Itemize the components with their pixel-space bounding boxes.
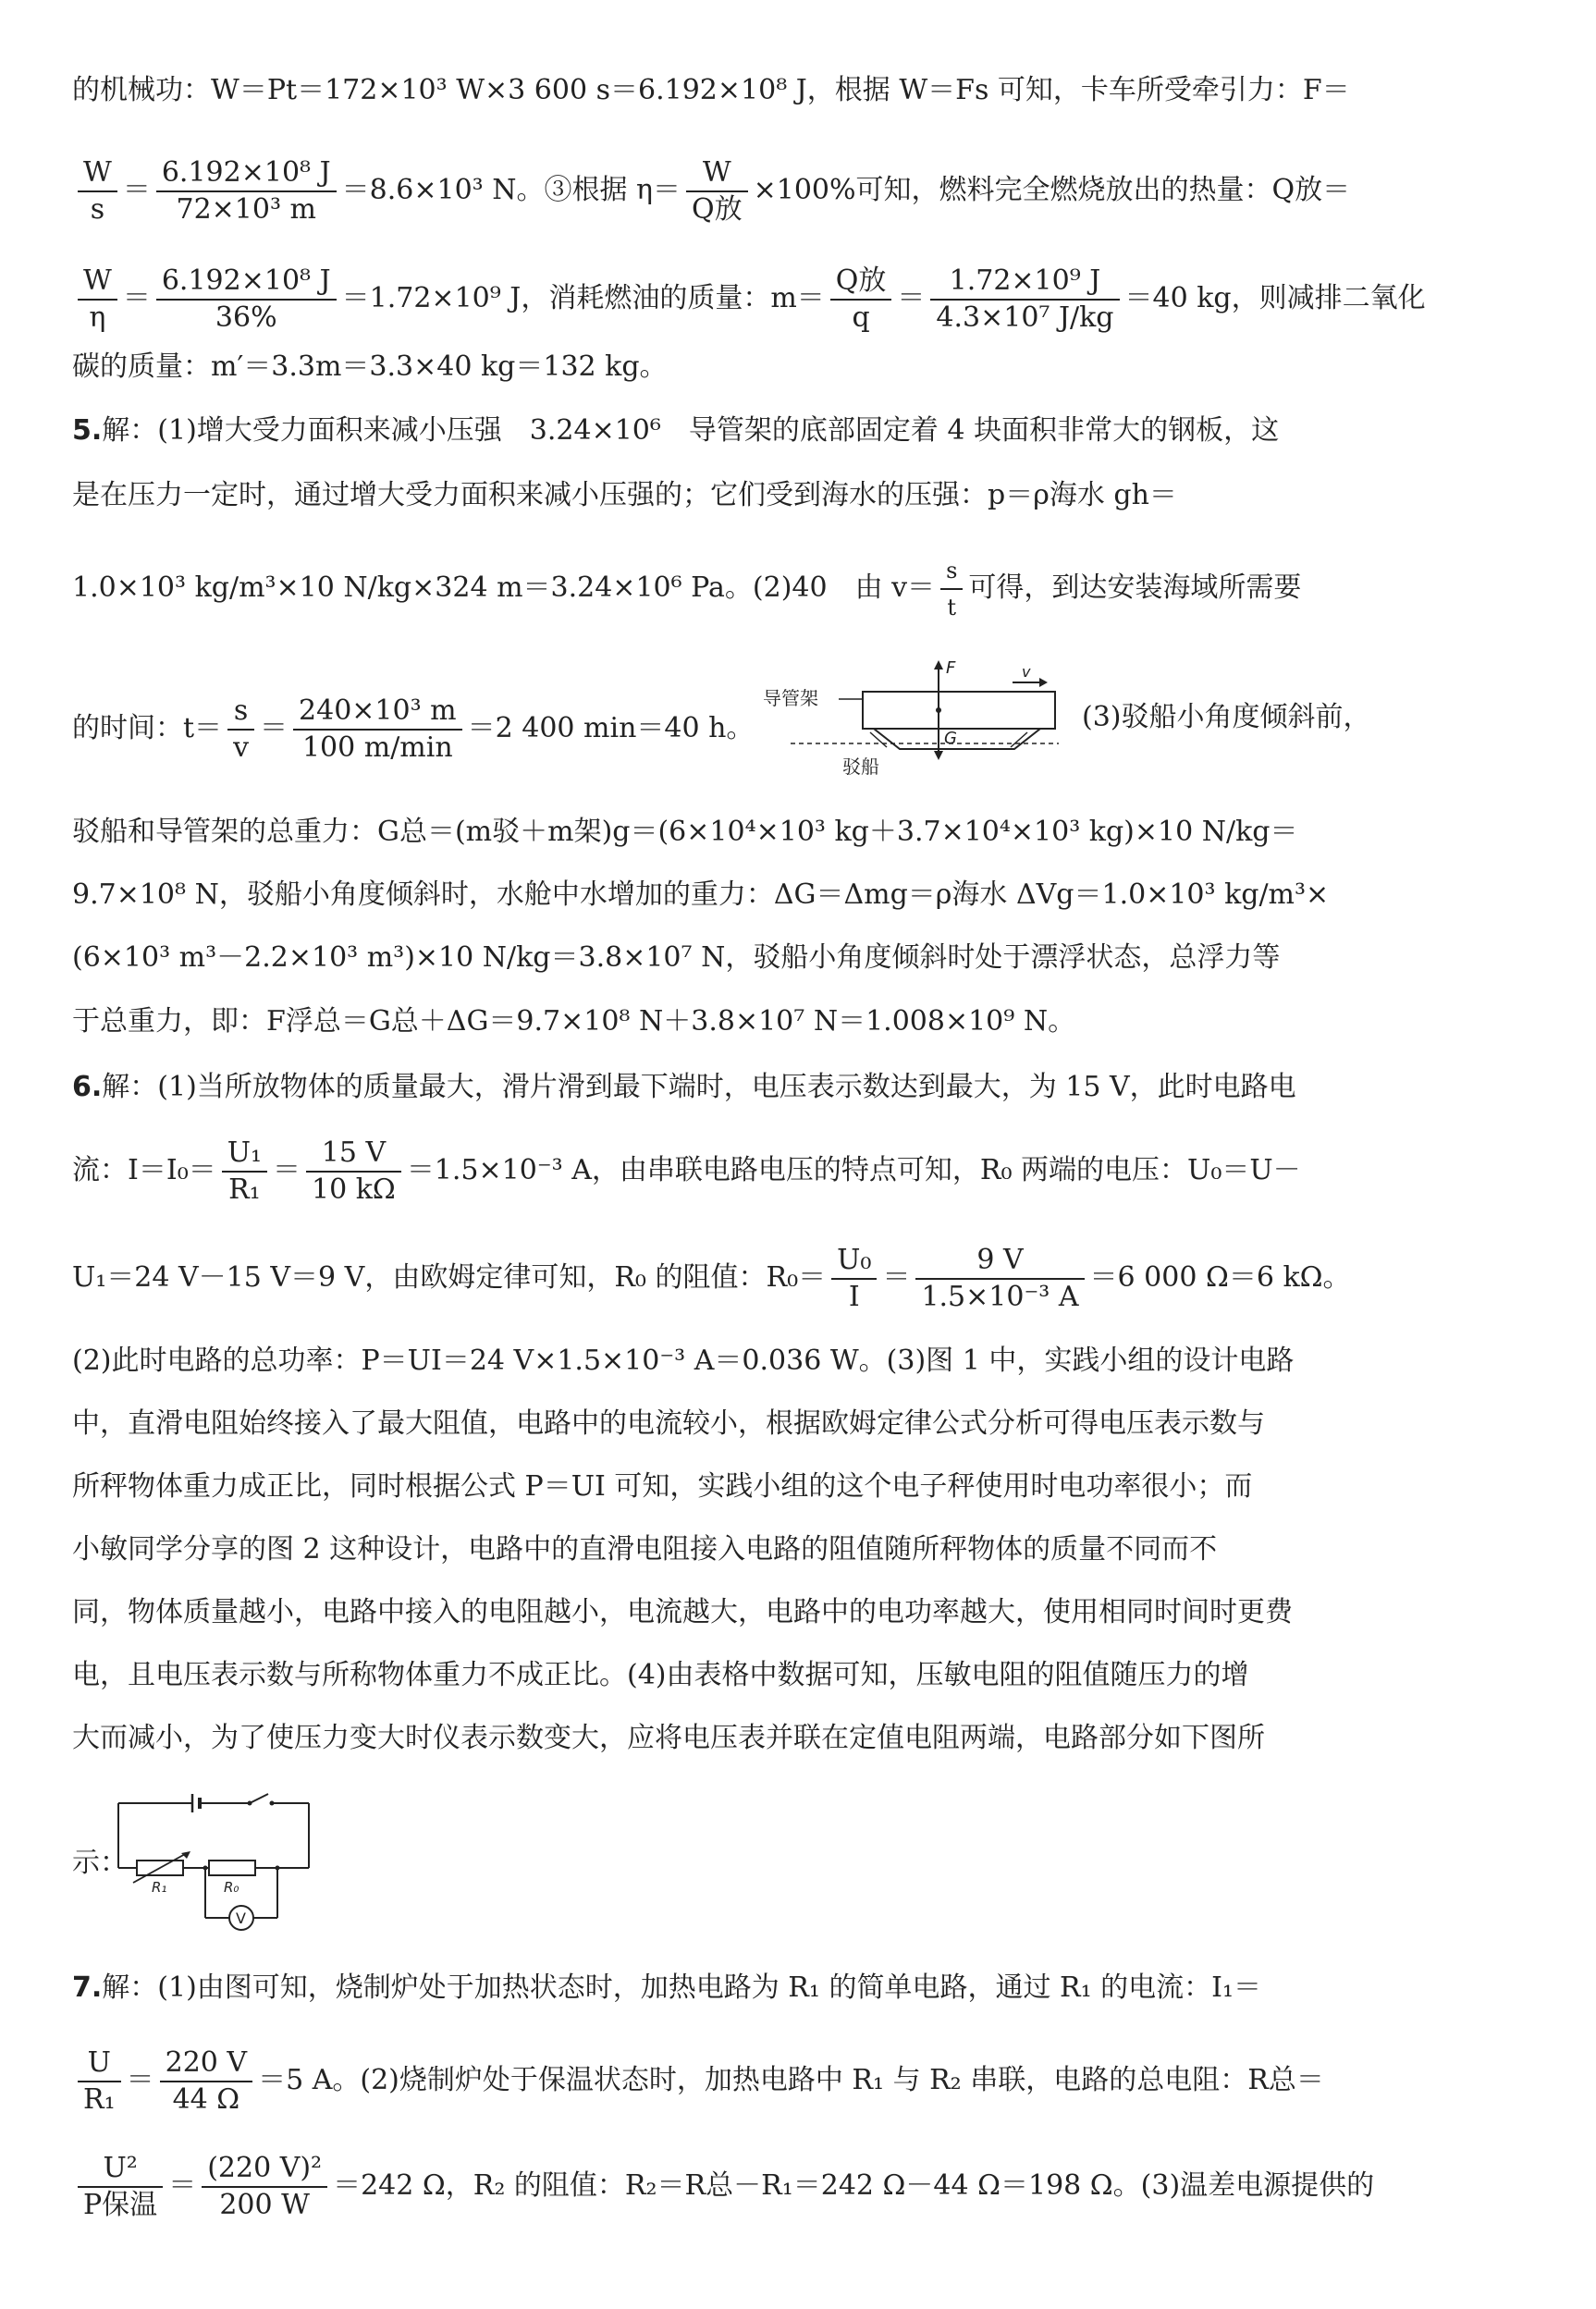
fraction: $\frac{\text{6.192×10⁸ J}}{36\%}$ [156, 264, 337, 336]
question-number: 5. [72, 414, 103, 447]
formula-line: $\frac{W}{s}$ ＝ $\frac{\text{6.192×10⁸ J}}{\text{72×10³ m}}$ ＝8.6×10³ N。③根据 η＝ $\frac{W}{\text{Q放}}$ ×100%可知，燃料完全燃烧放出的热量：Q放＝ [72, 155, 1422, 227]
text-line: 的机械功：W＝Pt＝172×10³ W×3 600 s＝6.192×10⁸ J，根据 W＝Fs 可知，卡车所受牵引力：F＝ [72, 74, 1350, 106]
question-7-line: 7.解：(1)由图可知，烧制炉处于加热状态时，加热电路为 R₁ 的简单电路，通过 R₁ 的电流：I₁＝ [72, 1971, 1262, 2004]
text-line: 电，且电压表示数与所称物体重力不成正比。(4)由表格中数据可知，压敏电阻的阻值随压力的增 [72, 1659, 1249, 1691]
text-line: 所秤物体重力成正比，同时根据公式 P＝UI 可知，实践小组的这个电子秤使用时电功率很小；而 [72, 1470, 1253, 1503]
question-5-line: 5.解：(1)增大受力面积来减小压强 3.24×10⁶ 导管架的底部固定着 4 块面积非常大的钢板，这 [72, 414, 1280, 447]
fraction: $\frac{U}{\text{R₁}}$ [78, 2045, 121, 2118]
fraction: $\frac{\text{1.72×10⁹ J}}{\text{4.3×10⁷ J/kg}}$ [930, 264, 1119, 336]
formula-line: 1.0×10³ kg/m³×10 N/kg×324 m＝3.24×10⁶ Pa。(2)40 由 v＝ $\frac{s}{t}$ 可得，到达安装海域所需要 [72, 553, 1422, 625]
fraction: $\frac{\text{U₁}}{\text{R₁}}$ [222, 1136, 267, 1208]
fraction: $\frac{s}{v}$ [227, 694, 254, 766]
barge-shape [874, 729, 1040, 749]
fraction: $\frac{W}{s}$ [78, 155, 117, 227]
question-number: 7. [72, 1971, 103, 2004]
jacket-shape [863, 692, 1055, 729]
fraction: $\frac{s}{t}$ [940, 553, 963, 625]
text-line: 9.7×10⁸ N，驳船小角度倾斜时，水舱中水增加的重力：ΔG＝Δmg＝ρ海水 ΔVg＝1.0×10³ kg/m³× [72, 878, 1330, 911]
text-line: 是在压力一定时，通过增大受力面积来减小压强的；它们受到海水的压强：p＝ρ海水 gh＝ [72, 479, 1177, 511]
fraction: $\frac{\text{U₀}}{I}$ [831, 1243, 877, 1315]
F-label: F [946, 658, 956, 678]
text-line: 中，直滑电阻始终接入了最大阻值，电路中的电流较小，根据欧姆定律公式分析可得电压表示数与 [72, 1407, 1265, 1440]
R0-label: R₀ [224, 1879, 239, 1896]
text-line: (2)此时电路的总功率：P＝UI＝24 V×1.5×10⁻³ A＝0.036 W。(3)图 1 中，实践小组的设计电路 [72, 1345, 1295, 1377]
fraction: $\frac{W}{\text{Q放}}$ [686, 155, 748, 227]
fraction: $\frac{\text{(220 V)²}}{200 W}$ [202, 2151, 327, 2223]
resistor-R0 [209, 1861, 255, 1875]
text-line: 示： [72, 1847, 128, 1879]
formula-line: $\frac{W}{\eta}$ ＝ $\frac{\text{6.192×10⁸ J}}{36\%}$ ＝1.72×10⁹ J，消耗燃油的质量：m＝ $\frac{\text{Q放}}{q}$ ＝ $\frac{\text{1.72×10⁹ J}}{\text{4.3×10⁷ J/kg}}$ ＝40 kg，则减排二氧化 [72, 264, 1422, 336]
switch-icon [250, 1794, 268, 1803]
formula-line: $\frac{\text{U²}}{\text{P保温}}$ ＝ $\frac{\text{(220 V)²}}{200 W}$ ＝242 Ω，R₂ 的阻值：R₂＝R总－R₁＝242 Ω－44 Ω＝198 Ω。(3)温差电源提供的 [72, 2151, 1422, 2223]
fraction: $\frac{\text{240×10³ m}}{100 m/\min}$ [293, 694, 462, 766]
R1-label: R₁ [152, 1879, 167, 1896]
text-line: 小敏同学分享的图 2 这种设计，电路中的直滑电阻接入电路的阻值随所秤物体的质量不同而不 [72, 1533, 1218, 1566]
text-line: 于总重力，即：F浮总＝G总＋ΔG＝9.7×10⁸ N＋3.8×10⁷ N＝1.008×10⁹ N。 [72, 1005, 1076, 1038]
text-line: (3)驳船小角度倾斜前， [1082, 701, 1371, 733]
voltmeter-label: V [236, 1910, 246, 1927]
text-line: 同，物体质量越小，电路中接入的电阻越小，电流越大，电路中的电功率越大，使用相同时间时更费 [72, 1596, 1293, 1628]
formula-line: U₁＝24 V－15 V＝9 V，由欧姆定律可知，R₀ 的阻值：R₀＝ $\frac{\text{U₀}}{I}$ ＝ $\frac{9 V}{\text{1.5×10⁻³ A}}$ ＝6 000 Ω＝6 kΩ。 [72, 1244, 1351, 1313]
formula-line: $\frac{U}{\text{R₁}}$ ＝ $\frac{220 V}{44 \Omega}$ ＝5 A。(2)烧制炉处于保温状态时，加热电路中 R₁ 与 R₂ 串联，电路的总电阻：R总＝ [72, 2045, 1422, 2118]
text-line: (6×10³ m³－2.2×10³ m³)×10 N/kg＝3.8×10⁷ N，驳船小角度倾斜时处于漂浮状态，总浮力等 [72, 941, 1281, 974]
text-line: 碳的质量：m′＝3.3m＝3.3×40 kg＝132 kg。 [72, 350, 668, 383]
formula-line: 的时间：t＝ $\frac{s}{v}$ ＝ $\frac{\text{240×10³ m}}{100 m/\min}$ ＝2 400 min＝40 h。 [72, 694, 755, 764]
barge-label: 驳船 [842, 755, 879, 778]
question-6-line: 6.解：(1)当所放物体的质量最大，滑片滑到最下端时，电压表示数达到最大，为 15 V，此时电路电 [72, 1071, 1296, 1103]
barge-jacket-diagram [754, 658, 1068, 788]
question-number: 6. [72, 1071, 103, 1103]
jacket-label: 导管架 [763, 687, 818, 709]
fraction: $\frac{W}{\eta}$ [78, 264, 117, 336]
fraction: $\frac{\text{6.192×10⁸ J}}{\text{72×10³ m}}$ [156, 155, 337, 227]
fraction: $\frac{220 V}{44 \Omega}$ [160, 2045, 252, 2118]
fraction: $\frac{\text{Q放}}{q}$ [830, 264, 892, 336]
fraction: $\frac{9 V}{\text{1.5×10⁻³ A}}$ [915, 1243, 1084, 1315]
text-line: 驳船和导管架的总重力：G总＝(m驳＋m架)g＝(6×10⁴×10³ kg＋3.7×10⁴×10³ kg)×10 N/kg＝ [72, 816, 1298, 848]
formula-line: 流：I＝I₀＝ $\frac{\text{U₁}}{\text{R₁}}$ ＝ $\frac{15 V}{10 k\Omega}$ ＝1.5×10⁻³ A，由串联电路电压的特点可知，R₀ 两端的电压：U₀＝U－ [72, 1136, 1301, 1206]
fraction: $\frac{15 V}{10 k\Omega}$ [306, 1136, 401, 1208]
v-label: v [1022, 663, 1031, 681]
G-label: G [944, 729, 957, 748]
fraction: $\frac{\text{U²}}{\text{P保温}}$ [78, 2151, 163, 2223]
text-line: 大而减小，为了使压力变大时仪表示数变大，应将电压表并联在定值电阻两端，电路部分如下图所 [72, 1722, 1265, 1754]
circuit-diagram [109, 1783, 322, 1931]
